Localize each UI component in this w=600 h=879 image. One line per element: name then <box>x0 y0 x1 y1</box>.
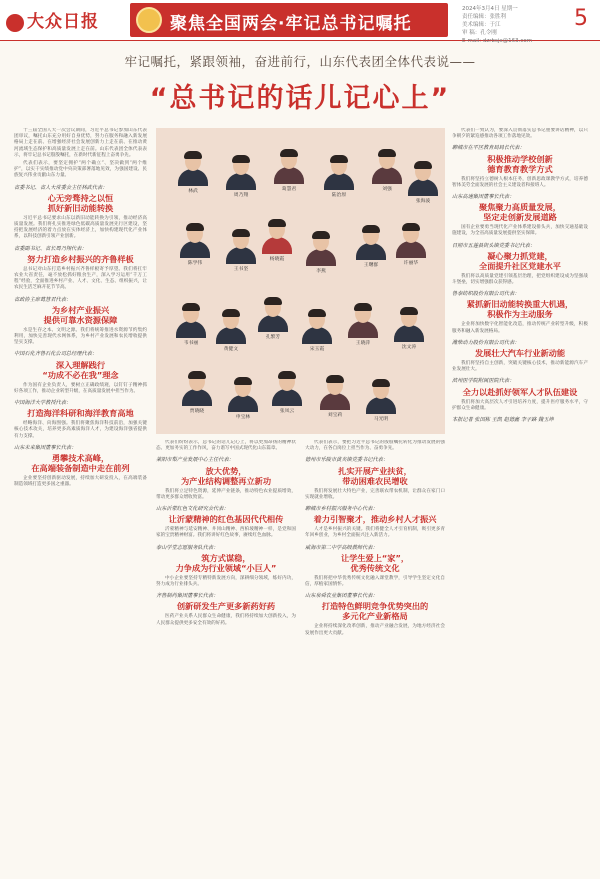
main-headline: “总书记的话儿记心上” <box>149 83 451 114</box>
portrait-body <box>176 321 206 338</box>
paragraph: 企业将加快数字化智能化改造，推动传统产业转型升级，积极服务和融入新发展格局。 <box>452 322 588 334</box>
portrait-body <box>272 389 302 406</box>
section-banner <box>130 3 448 37</box>
delegate-byline: 泰山学堂志愿服务队代表： <box>156 544 219 551</box>
delegate-byline: 聊城市乡村振兴服务中心代表： <box>305 506 378 513</box>
portrait-hair <box>372 379 390 387</box>
sub-headline: 全力以赴抓好领军人才队伍建设 <box>462 386 578 397</box>
delegate-byline: 莱阳市梨产业发展中心主任代表： <box>156 457 234 464</box>
delegate-byline: 日照市五莲县街头镇党委书记代表： <box>452 242 536 249</box>
delegate-byline: 省委书记、省人大常委会主任林武代表： <box>14 184 108 191</box>
portrait-body <box>178 169 208 186</box>
delegate-byline: 鲁泰纺织股份有限公司代表： <box>452 291 520 298</box>
delegate-byline: 山东泉舜农业集团董事长代表： <box>305 593 378 600</box>
paragraph: 作为国有企业负责人，要树立正确政绩观，以钉钉子精神抓好各项工作，推动企业转型升级，在高质量发展中担当作为。 <box>14 382 147 394</box>
sub-headline: 积极推动学校创新 德育教育教学方式 <box>487 153 553 174</box>
meta-editor: 责任编辑：张胜利 <box>462 14 507 20</box>
delegate-portrait <box>348 304 378 346</box>
kicker-headline: 牢记嘱托，紧跟领袖，奋进前行，山东代表团全体代表说—— <box>124 54 476 69</box>
portrait-hair <box>354 303 372 311</box>
delegate-byline: 齐鲁制药集团董事长代表： <box>156 593 219 600</box>
portrait-body <box>408 179 438 196</box>
paragraph: 我们将立足特色资源，延伸产业链条，推动特色农业提质增效，带动更多群众增收致富。 <box>156 488 296 500</box>
portrait-body <box>226 247 256 264</box>
delegate-name: 许丽华 <box>403 261 419 266</box>
delegate-portrait <box>216 310 246 352</box>
delegate-name: 黄健文 <box>223 347 239 352</box>
portrait-hair <box>402 223 420 231</box>
delegate-byline: 威海市第二中学高级教师代表： <box>305 544 378 551</box>
delegate-name: 刘强 <box>382 187 392 192</box>
paragraph: 代表们一致认为，要深入贯彻落实总书记重要讲话精神，以只争朝夕的紧迫感推动各项工作落地见效。 <box>452 128 588 140</box>
delegate-portrait <box>324 156 354 198</box>
logo-icon <box>6 14 24 32</box>
delegate-name: 葛慧君 <box>281 187 297 192</box>
paragraph: 代表们纷纷表示，总书记的话儿记心上，将以更加昂扬的精神状态、更加务实的工作作风，奋力谱写中国式现代化山东篇章。 <box>156 440 296 452</box>
sub-headline: 为乡村产业振兴 提供可靠水资源保障 <box>43 304 118 325</box>
delegate-portrait <box>320 376 350 418</box>
delegate-name: 张海波 <box>415 199 431 204</box>
delegate-name: 陈学伟 <box>187 261 203 266</box>
delegate-portrait <box>408 162 438 204</box>
delegate-byline: 省委副书记、省长周乃翔代表： <box>14 245 87 252</box>
delegate-name: 马光明 <box>373 417 389 422</box>
meta-art-editor: 美术编辑：于江 <box>462 22 501 28</box>
delegate-portrait <box>262 220 292 262</box>
portrait-body <box>262 237 292 254</box>
page-number: 5 <box>574 6 588 31</box>
portrait-hair <box>414 161 432 169</box>
sub-headline: 勇攀技术高峰， 在高端装备制造中走在前列 <box>31 453 130 474</box>
delegate-name: 沈文涛 <box>401 345 417 350</box>
portrait-hair <box>308 309 326 317</box>
portrait-hair <box>222 309 240 317</box>
delegate-name: 韦书丽 <box>183 341 199 346</box>
portrait-hair <box>182 303 200 311</box>
paragraph: 总书记对山东打造乡村振兴齐鲁样板寄予厚望。我们将扛牢农业大省责任，毫不放松抓好粮食生产，深入学习运用“千万工程”经验，全面推进乡村产业、人才、文化、生态、组织振兴，让农民生活芝麻开花节节高。 <box>14 266 147 291</box>
delegate-portrait <box>274 150 304 192</box>
portrait-body <box>228 395 258 412</box>
portrait-hair <box>186 223 204 231</box>
portrait-body <box>306 249 336 266</box>
portrait-body <box>274 167 304 184</box>
portrait-hair <box>378 149 396 157</box>
delegate-portrait <box>366 380 396 422</box>
delegate-portrait <box>178 152 208 194</box>
delegate-name: 王书坚 <box>233 267 249 272</box>
paragraph: 代表们表示，要坚定拥护“两个确立”、坚决做到“两个维护”，以实干实绩推动党中央决策部署落地见效，为强国建设、民族复兴伟业贡献山东力量。 <box>14 161 147 179</box>
portrait-hair <box>312 231 330 239</box>
sub-headline: 努力打造乡村振兴的齐鲁样板 <box>27 253 134 264</box>
portrait-body <box>216 327 246 344</box>
portrait-hair <box>184 151 202 159</box>
portrait-body <box>180 241 210 258</box>
portrait-hair <box>264 297 282 305</box>
delegate-portrait <box>180 224 210 266</box>
delegate-name: 李燕 <box>316 269 326 274</box>
paragraph: 我们将把中华优秀传统文化融入课堂教学，引导学生坚定文化自信，厚植家国情怀。 <box>305 575 445 588</box>
portrait-hair <box>400 307 418 315</box>
paragraph: 十三届全国人大一次会议期间，习近平总书记参加山东代表团审议，嘱托山东充分用好自身优势，努力在服务和融入新发展格局上走在前、在增强经济社会发展创新力上走在前、在推动黄河流域生态保护和高质量发展上走在前。山东代表团全体代表表示，将牢记总书记殷殷嘱托，在新时代新征程上奋勇争先。 <box>14 128 147 158</box>
sub-headline: 筑方式谋稳， 力争成为行业领域“小巨人” <box>175 552 277 573</box>
delegate-byline: 中国石化齐鲁石化公司总经理代表： <box>14 351 98 358</box>
article-column-1 <box>14 128 147 868</box>
delegate-portrait <box>356 226 386 268</box>
delegate-byline: 省政协主席葛慧君代表： <box>14 296 72 303</box>
sub-headline: 深入理解践行 “功成不必在我”理念 <box>42 359 119 380</box>
portrait-body <box>394 325 424 342</box>
meta-email: E-mail: dzrbsjx@163.com <box>462 38 533 44</box>
sub-headline: 打造特色鲜明竞争优势突出的 多元化产业新格局 <box>321 601 429 622</box>
portrait-hair <box>232 155 250 163</box>
delegate-byline: 德州市乐陵市黄夹镇党委书记代表： <box>305 457 389 464</box>
paragraph: 医药产业关系人民群众生命健康，我们将持续加大创新投入，为人民群众提供更多安全有效的好药。 <box>156 614 296 626</box>
paragraph: 习近平总书记要求山东以新旧动能转换为引领，推动经济高质量发展。我们将扎实推进绿色低碳高质量发展先行区建设，坚持把发展经济的着力点放在实体经济上，加快构建现代化产业体系，以科技创新引领产业创新。 <box>14 215 147 240</box>
article-column-3 <box>305 440 445 868</box>
delegate-name: 孔繁芳 <box>265 335 281 340</box>
delegate-name: 王曙群 <box>363 263 379 268</box>
portrait-body <box>302 327 332 344</box>
portrait-body <box>356 243 386 260</box>
delegate-byline: 山东未来集团董事长代表： <box>14 444 77 451</box>
article-column-4 <box>452 128 588 868</box>
delegate-portrait <box>182 372 212 414</box>
delegate-name: 王晓萍 <box>355 341 371 346</box>
delegate-name: 陆治原 <box>331 193 347 198</box>
delegate-name: 贾晓晓 <box>189 409 205 414</box>
delegate-portrait <box>226 230 256 272</box>
sub-headline: 扎实开展产业扶贫， 带动困难农民增收 <box>338 465 412 486</box>
sub-headline: 凝心聚力抓党建， 全面提升社区党建水平 <box>479 250 561 271</box>
portrait-hair <box>280 149 298 157</box>
sub-headline: 着力引智聚才，推动乡村人才振兴 <box>313 514 437 525</box>
banner-text: 聚焦全国两会·牢记总书记嘱托 <box>170 14 412 34</box>
sub-headline: 紧抓新旧动能转换重大机遇， 积极作为主动服务 <box>466 299 574 320</box>
paragraph: 我们将加大高层次人才引进培养力度，提升医疗服务水平，守护群众生命健康。 <box>452 399 588 411</box>
sub-headline: 聚焦聚力高质量发展， 坚定走创新发展道路 <box>479 202 561 223</box>
delegate-name: 宋玉霞 <box>309 347 325 352</box>
sub-headline: 打造海洋科研和海洋教育高地 <box>27 408 134 419</box>
paragraph: 代表们表示，要把习近平总书记的殷殷嘱托转化为推动发展的强大动力，在各自岗位上担当作为、奋勇争先。 <box>305 440 445 452</box>
portrait-hair <box>188 371 206 379</box>
delegate-portrait <box>176 304 206 346</box>
delegate-byline: 潍柴动力股份有限公司代表： <box>452 339 520 346</box>
delegate-portrait <box>302 310 332 352</box>
portrait-body <box>348 321 378 338</box>
delegate-portrait <box>394 308 424 350</box>
portrait-hair <box>326 375 344 383</box>
delegate-name: 刘宝莉 <box>327 413 343 418</box>
paragraph: 水是生存之本、文明之源。我们将统筹推进水资源节约集约利用，加快完善现代水网体系，为乡村产业发展和农民增收提供坚实支撑。 <box>14 327 147 346</box>
issue-meta <box>462 5 532 45</box>
delegate-name: 周乃翔 <box>233 193 249 198</box>
portrait-body <box>226 173 256 190</box>
paragraph: 国有企业要勇当现代化产业体系建设排头兵，加快交通基础设施建设，为全省高质量发展提供坚实保障。 <box>452 225 588 237</box>
portrait-hair <box>234 377 252 385</box>
meta-reviewer: 审 稿：孔令刚 <box>462 30 497 36</box>
delegate-portrait <box>306 232 336 274</box>
delegate-portrait <box>228 378 258 420</box>
paragraph: 我们将坚持自主创新，突破关键核心技术，推动新能源汽车产业发展壮大。 <box>452 361 588 373</box>
meta-date: 2024年3月4日 星期一 <box>462 6 518 12</box>
delegate-byline: 山东沂蒙红色文化研究会代表： <box>156 506 229 513</box>
portrait-hair <box>232 229 250 237</box>
portrait-body <box>372 167 402 184</box>
page-header <box>0 0 600 44</box>
sub-headline: 发展壮大汽车行业新动能 <box>474 348 566 359</box>
emblem-icon <box>136 7 162 33</box>
delegate-name: 申宝林 <box>235 415 251 420</box>
sub-headline: 心无旁骛持之以恒 抓好新旧动能转换 <box>47 192 114 213</box>
portrait-hair <box>268 219 286 227</box>
portrait-hair <box>330 155 348 163</box>
paragraph: 沂蒙精神与延安精神、井冈山精神、西柏坡精神一样，是党和国家的宝贵精神财富。我们将讲好红色故事，赓续红色血脉。 <box>156 527 296 539</box>
sub-headline: 让学生爱上“家”， 优秀传统文化 <box>340 552 410 573</box>
delegate-byline: 聊城市在平区教育局局长代表： <box>452 145 525 152</box>
portrait-hair <box>278 371 296 379</box>
portrait-body <box>324 173 354 190</box>
article-column-2 <box>156 440 296 868</box>
newspaper-logo <box>6 7 99 32</box>
delegate-portrait <box>226 156 256 198</box>
paragraph: 中小企业要坚持专精特新发展方向，深耕细分领域，练好内功，努力成为行业排头兵。 <box>156 575 296 588</box>
paragraph: 我们将发展壮大特色产业，完善联农带农机制，让群众在家门口实现就业增收。 <box>305 488 445 500</box>
delegate-name: 张凤云 <box>279 409 295 414</box>
delegate-portrait <box>258 298 288 340</box>
portrait-body <box>366 397 396 414</box>
portrait-body <box>258 315 288 332</box>
delegate-portrait <box>372 150 402 192</box>
sub-headline: 创新研发生产更多新药好药 <box>176 601 276 612</box>
delegate-byline: 本报记者 张国栋 王凯 赵德鑫 李子路 魏玉坤 <box>452 417 554 424</box>
delegate-byline: 山东高速集团董事长代表： <box>452 194 515 201</box>
portrait-hair <box>362 225 380 233</box>
portrait-body <box>182 389 212 406</box>
sub-headline: 放大优势， 为产业结构调整再立新功 <box>180 465 272 486</box>
paragraph: 经略海洋、向海图强。我们将聚焦海洋科技前沿，加强关键核心技术攻关，培养更多高素质海洋人才，为建设海洋强省提供有力支撑。 <box>14 421 147 439</box>
delegate-photo-panel <box>156 128 445 434</box>
paragraph: 企业要坚持创新驱动发展，持续加大研发投入，在高端装备制造领域打造更多国之重器。 <box>14 476 147 488</box>
delegate-portrait <box>272 372 302 414</box>
delegate-byline: 中国海洋大学教授代表： <box>14 400 72 407</box>
delegate-portrait <box>396 224 426 266</box>
delegate-byline: 滨州医学院附属医院代表： <box>452 378 515 385</box>
delegate-name: 杨晓霞 <box>269 257 285 262</box>
paragraph: 人才是乡村振兴的关键。我们将健全人才引育机制，吸引更多青年回乡创业，为乡村全面振兴注入新活力。 <box>305 527 445 539</box>
sub-headline: 让沂蒙精神的红色基因代代相传 <box>168 514 284 525</box>
paragraph: 企业将持续深化改革创新，推动产业融合发展，为地方经济社会发展作出更大贡献。 <box>305 624 445 636</box>
paragraph: 我们将以高质量党建引领基层治理，把党组织建设成为坚强战斗堡垒，切实增强群众获得感。 <box>452 273 588 286</box>
portrait-body <box>320 393 350 410</box>
delegate-name: 林武 <box>188 189 198 194</box>
logo-text: 大众日报 <box>27 12 99 32</box>
paragraph: 我们将坚持立德树人根本任务，创新思政课教学方式，培养德智体美劳全面发展的社会主义建设者和接班人。 <box>452 176 588 188</box>
portrait-body <box>396 241 426 258</box>
